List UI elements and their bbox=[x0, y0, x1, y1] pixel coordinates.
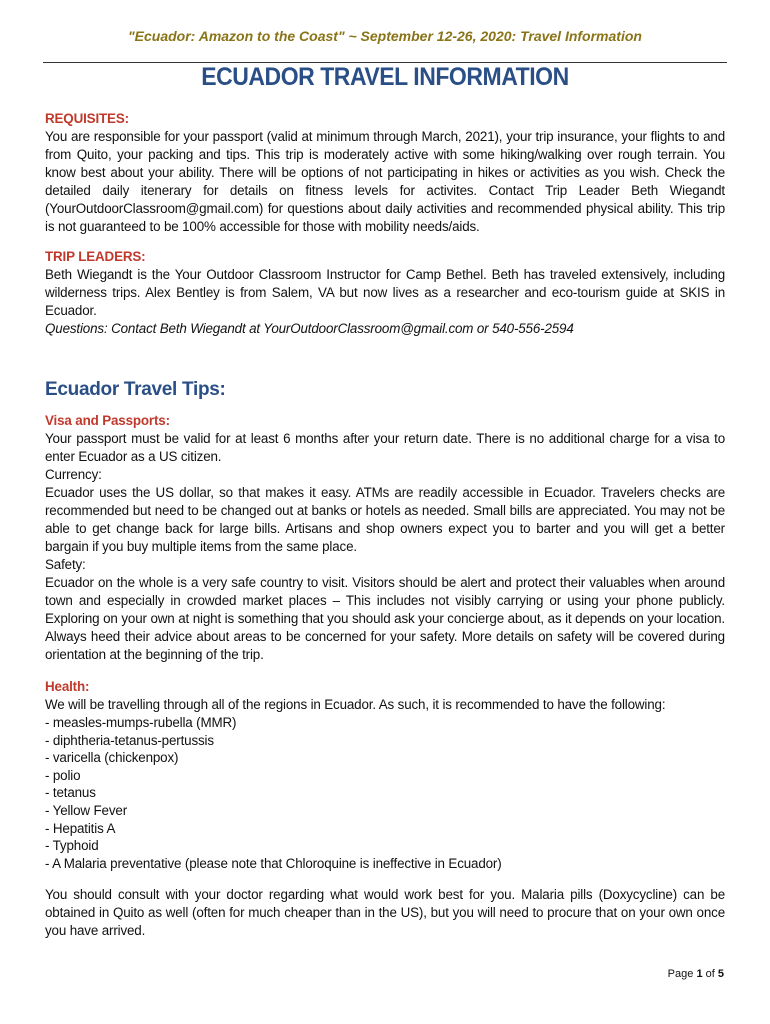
list-item: - tetanus bbox=[45, 785, 96, 801]
list-item: - measles-mumps-rubella (MMR) bbox=[45, 715, 237, 730]
health-intro: We will be travelling through all of the regions in Ecuador. As such, it is recommended to have the following: bbox=[45, 697, 666, 712]
vaccination-list bbox=[45, 714, 725, 872]
trip-leaders-text: Beth Wiegandt is the Your Outdoor Classroom Instructor for Camp Bethel. Beth has traveled extensively, including wilderness trips. Alex Bentley is from Salem, VA but now lives as a researcher and eco-tourism guide at SKIS in Ecuador. bbox=[45, 267, 725, 318]
questions-contact: Questions: Contact Beth Wiegandt at YourOutdoorClassroom@gmail.com or 540-556-2594 bbox=[45, 321, 574, 336]
health-label: Health: bbox=[45, 679, 90, 694]
requisites-text: You are responsible for your passport (valid at minimum through March, 2021), your trip insurance, your flights to and from Quito, your packing and tips. This trip is moderately active with some hiking/walking over rough terrain. You know best about your ability. There will be options of not participating in hikes or activities as you wish. Check the detailed daily itenerary for details on fitness levels for activites. Contact Trip Leader Beth Wiegandt (YourOutdoorClassroom@gmail.com) for questions about daily activities and recommended physical ability. This trip is not guaranteed to be 100% accessible for those with mobility needs/aids. bbox=[45, 129, 725, 234]
health-advice: You should consult with your doctor regarding what would work best for you. Malaria pills (Doxycycline) can be obtained in Quito as well (often for much cheaper than in the US), but you will need to procure that on your own once you have arrived. bbox=[45, 887, 725, 939]
page-of: of bbox=[705, 968, 715, 980]
currency-label: Currency: bbox=[45, 467, 102, 482]
safety-label: Safety: bbox=[45, 557, 86, 572]
visa-label: Visa and Passports: bbox=[45, 413, 170, 428]
safety-text: Ecuador on the whole is a very safe country to visit. Visitors should be alert and protect their valuables when around town and especially in crowded market places – This includes not visibly carrying or using your phone publicly. Exploring on your own at night is something that you should ask your concierge about, as it depends on your location. Always heed their advice about areas to be concerned for your safety. More details on safety will be covered during orientation at the beginning of the trip. bbox=[45, 575, 725, 662]
list-item: - Yellow Fever bbox=[45, 802, 128, 818]
page-title: ECUADOR TRAVEL INFORMATION bbox=[201, 63, 569, 91]
document-body bbox=[45, 110, 725, 940]
list-item: - diphtheria-tetanus-pertussis bbox=[45, 732, 214, 748]
trip-leaders-section bbox=[45, 248, 725, 338]
page-number bbox=[668, 968, 724, 980]
list-item: - polio bbox=[45, 767, 81, 783]
list-item: - Typhoid bbox=[45, 838, 99, 854]
visa-text: Your passport must be valid for at least 6 months after your return date. There is no additional charge for a visa to enter Ecuador as a US citizen. bbox=[45, 431, 725, 464]
list-item: - Hepatitis A bbox=[45, 820, 116, 836]
travel-tips-heading: Ecuador Travel Tips: bbox=[45, 379, 226, 400]
trip-leaders-label: TRIP LEADERS: bbox=[45, 249, 146, 264]
requisites-label: REQUISITES: bbox=[45, 111, 129, 126]
page-current: 1 bbox=[696, 968, 703, 980]
requisites-section bbox=[45, 110, 725, 236]
travel-tips-section bbox=[45, 378, 725, 940]
list-item: - varicella (chickenpox) bbox=[45, 750, 179, 766]
list-item: - A Malaria preventative (please note that Chloroquine is ineffective in Ecuador) bbox=[45, 855, 502, 871]
running-header: "Ecuador: Amazon to the Coast" ~ September 12-26, 2020: Travel Information bbox=[128, 28, 642, 44]
page-label: Page bbox=[667, 968, 694, 980]
currency-text: Ecuador uses the US dollar, so that makes it easy. ATMs are readily accessible in Ecuador. Travelers checks are recommended but need to be changed out at banks or hotels as needed. Small bills are appreciated. You may not be able to get change back for large bills. Artisans and shop owners expect you to barter and you will get a better bargain if you buy multiple items from the same place. bbox=[45, 485, 725, 554]
page-total: 5 bbox=[717, 968, 724, 980]
